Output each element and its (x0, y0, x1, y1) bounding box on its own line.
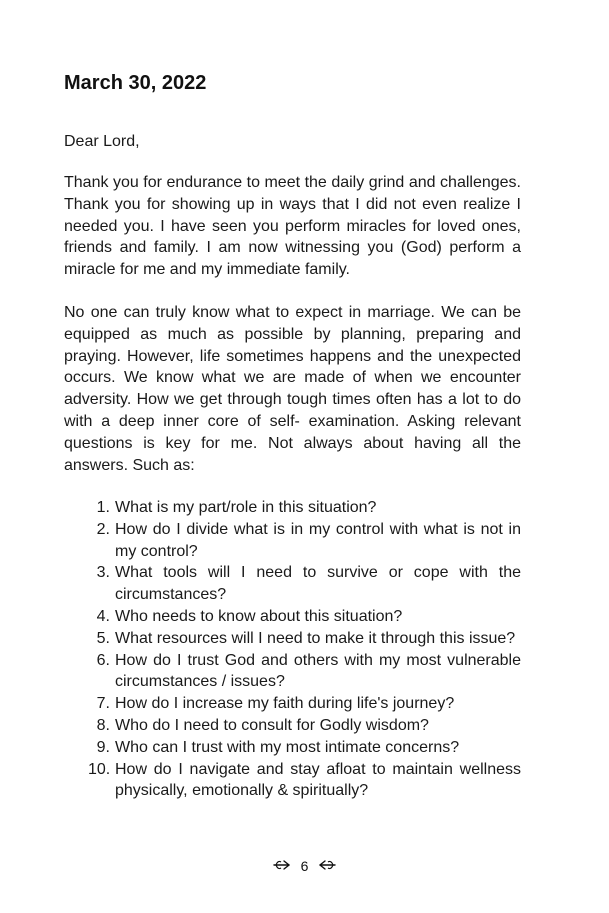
question-number: 7. (96, 695, 110, 713)
question-item (88, 562, 521, 606)
question-item (88, 715, 521, 737)
question-text: Who needs to know about this situation? (115, 607, 403, 625)
question-item (88, 737, 521, 759)
question-number: 10. (88, 760, 111, 778)
question-text: How do I trust God and others with my most vulnerable circumstances / issues? (115, 651, 521, 691)
leaf-arrow-left-icon (318, 856, 336, 876)
question-item (88, 606, 521, 628)
question-text: Who do I need to consult for Godly wisdom? (115, 716, 429, 734)
question-number: 9. (96, 738, 110, 756)
question-text: How do I divide what is in my control with what is not in my control? (115, 520, 521, 560)
page-number: 6 (300, 858, 309, 875)
paragraph-gratitude: Thank you for endurance to meet the daily grind and challenges. Thank you for showing up in ways that I did not even realize I needed you. I have seen you perform miracles for loved ones, friends and family. I am now witnessing you (God) perform a miracle for me and my immediate family. (64, 174, 521, 279)
question-number: 5. (96, 629, 110, 647)
question-item (88, 519, 521, 563)
page-footer (0, 855, 609, 876)
question-number: 6. (96, 651, 110, 669)
question-item (88, 759, 521, 803)
question-text: Who can I trust with my most intimate concerns? (115, 738, 460, 756)
salutation: Dear Lord, (64, 133, 140, 150)
question-item (88, 497, 521, 519)
question-text: How do I navigate and stay afloat to maintain wellness physically, emotionally & spiritually? (115, 760, 521, 800)
question-text: What is my part/role in this situation? (115, 499, 377, 516)
question-item (88, 628, 521, 650)
question-text: What tools will I need to survive or cope with the circumstances? (115, 564, 521, 604)
entry-date: March 30, 2022 (64, 72, 207, 94)
leaf-arrow-right-icon (273, 856, 291, 876)
question-item (88, 650, 521, 694)
question-text: What resources will I need to make it through this issue? (115, 629, 516, 647)
question-number: 8. (96, 716, 110, 734)
questions-list (88, 497, 521, 802)
question-item (88, 693, 521, 715)
question-number: 2. (96, 520, 110, 538)
question-text: How do I increase my faith during life's journey? (115, 695, 455, 713)
question-number: 1. (96, 499, 110, 516)
question-number: 4. (96, 607, 110, 625)
paragraph-marriage: No one can truly know what to expect in marriage. We can be equipped as much as possible by planning, preparing and praying. However, life sometimes happens and the unexpected occurs. We know what we are made of when we encounter adversity. How we get through tough times often has a lot to do with a deep inner core of self- examination. Asking relevant questions is key for me. Not always about having all the answers. Such as: (64, 304, 521, 474)
question-number: 3. (96, 564, 110, 582)
